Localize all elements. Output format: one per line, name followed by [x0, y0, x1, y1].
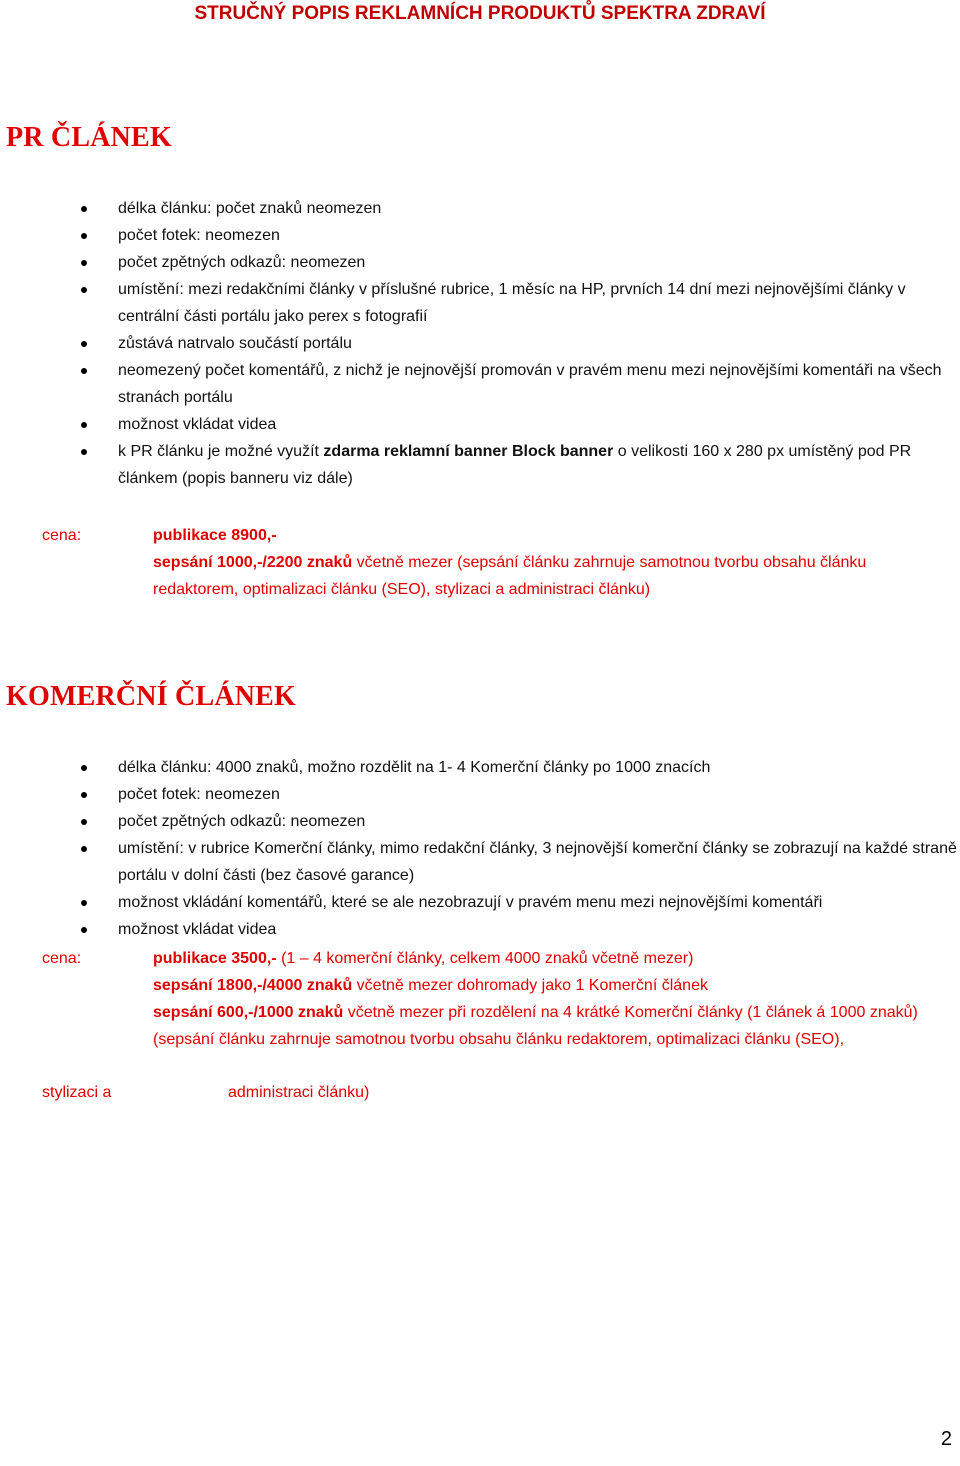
list-item: k PR článku je možné využít zdarma reklamní banner Block banner o velikosti 160 x 280 px umístěný pod PR článkem (popis banneru viz dále): [0, 438, 958, 492]
bullet-icon: [81, 900, 87, 906]
list-item: počet zpětných odkazů: neomezen: [0, 808, 958, 835]
kom-section-title: KOMERČNÍ ČLÁNEK: [6, 681, 297, 712]
bullet-icon: [81, 368, 87, 374]
list-item: umístění: mezi redakčními články v příslušné rubrice, 1 měsíc na HP, prvních 14 dní mezi nejnovějšími články v centrální části portálu jako perex s fotografií: [0, 276, 958, 330]
kom-bullet-list: [0, 754, 958, 943]
list-item: počet fotek: neomezen: [0, 222, 958, 249]
list-item: neomezený počet komentářů, z nichž je nejnovější promován v pravém menu mezi nejnovějšími komentáři na všech stranách portálu: [0, 357, 958, 411]
bullet-icon: [81, 422, 87, 428]
bullet-icon: [81, 927, 87, 933]
pr-price-block: publikace 8900,- sepsání 1000,-/2200 znaků včetně mezer (sepsání článku zahrnuje samotnou tvorbu obsahu článku redaktorem, optimalizaci článku (SEO), stylizaci a administraci článku): [153, 527, 867, 598]
bullet-icon: [81, 341, 87, 347]
kom-price-label: cena:: [42, 950, 82, 967]
page-header: STRUČNÝ POPIS REKLAMNÍCH PRODUKTŮ SPEKTRA ZDRAVÍ: [194, 3, 766, 24]
bullet-icon: [81, 449, 87, 455]
kom-price-block: publikace 3500,- (1 – 4 komerční články, celkem 4000 znaků včetně mezer) sepsání 1800,-/4000 znaků včetně mezer dohromady jako 1 Komerční článek sepsání 600,-/1000 znaků včetně mezer při rozdělení na 4 krátké Komerční články (1 článek á 1000 znaků) (sepsání článku zahrnuje samotnou tvorbu obsahu článku redaktorem, optimalizaci článku (SEO),: [153, 950, 918, 1048]
list-item: počet zpětných odkazů: neomezen: [0, 249, 958, 276]
bullet-icon: [81, 260, 87, 266]
list-item: délka článku: počet znaků neomezen: [0, 195, 958, 222]
bullet-icon: [81, 819, 87, 825]
kom-price-continuation-left: stylizaci a: [42, 1084, 112, 1101]
pr-section-title: PR ČLÁNEK: [6, 122, 172, 153]
bullet-icon: [81, 765, 87, 771]
pr-bullet-list: [0, 195, 958, 492]
bullet-icon: [81, 792, 87, 798]
pr-price-label: cena:: [42, 527, 82, 544]
list-item: umístění: v rubrice Komerční články, mimo redakční články, 3 nejnovější komerční články se zobrazují na každé straně portálu v dolní části (bez časové garance): [0, 835, 958, 889]
bullet-icon: [81, 206, 87, 212]
list-item: možnost vkládat videa: [0, 916, 958, 943]
list-item: možnost vkládání komentářů, které se ale nezobrazují v pravém menu mezi nejnovějšími komentáři: [0, 889, 958, 916]
bullet-icon: [81, 846, 87, 852]
list-item: možnost vkládat videa: [0, 411, 958, 438]
bullet-icon: [81, 287, 87, 293]
list-item: počet fotek: neomezen: [0, 781, 958, 808]
list-item: délka článku: 4000 znaků, možno rozdělit na 1- 4 Komerční články po 1000 znacích: [0, 754, 958, 781]
list-item: zůstává natrvalo součástí portálu: [0, 330, 958, 357]
bullet-icon: [81, 233, 87, 239]
kom-price-continuation-right: administraci článku): [228, 1084, 370, 1101]
page-number: 2: [940, 1428, 952, 1450]
